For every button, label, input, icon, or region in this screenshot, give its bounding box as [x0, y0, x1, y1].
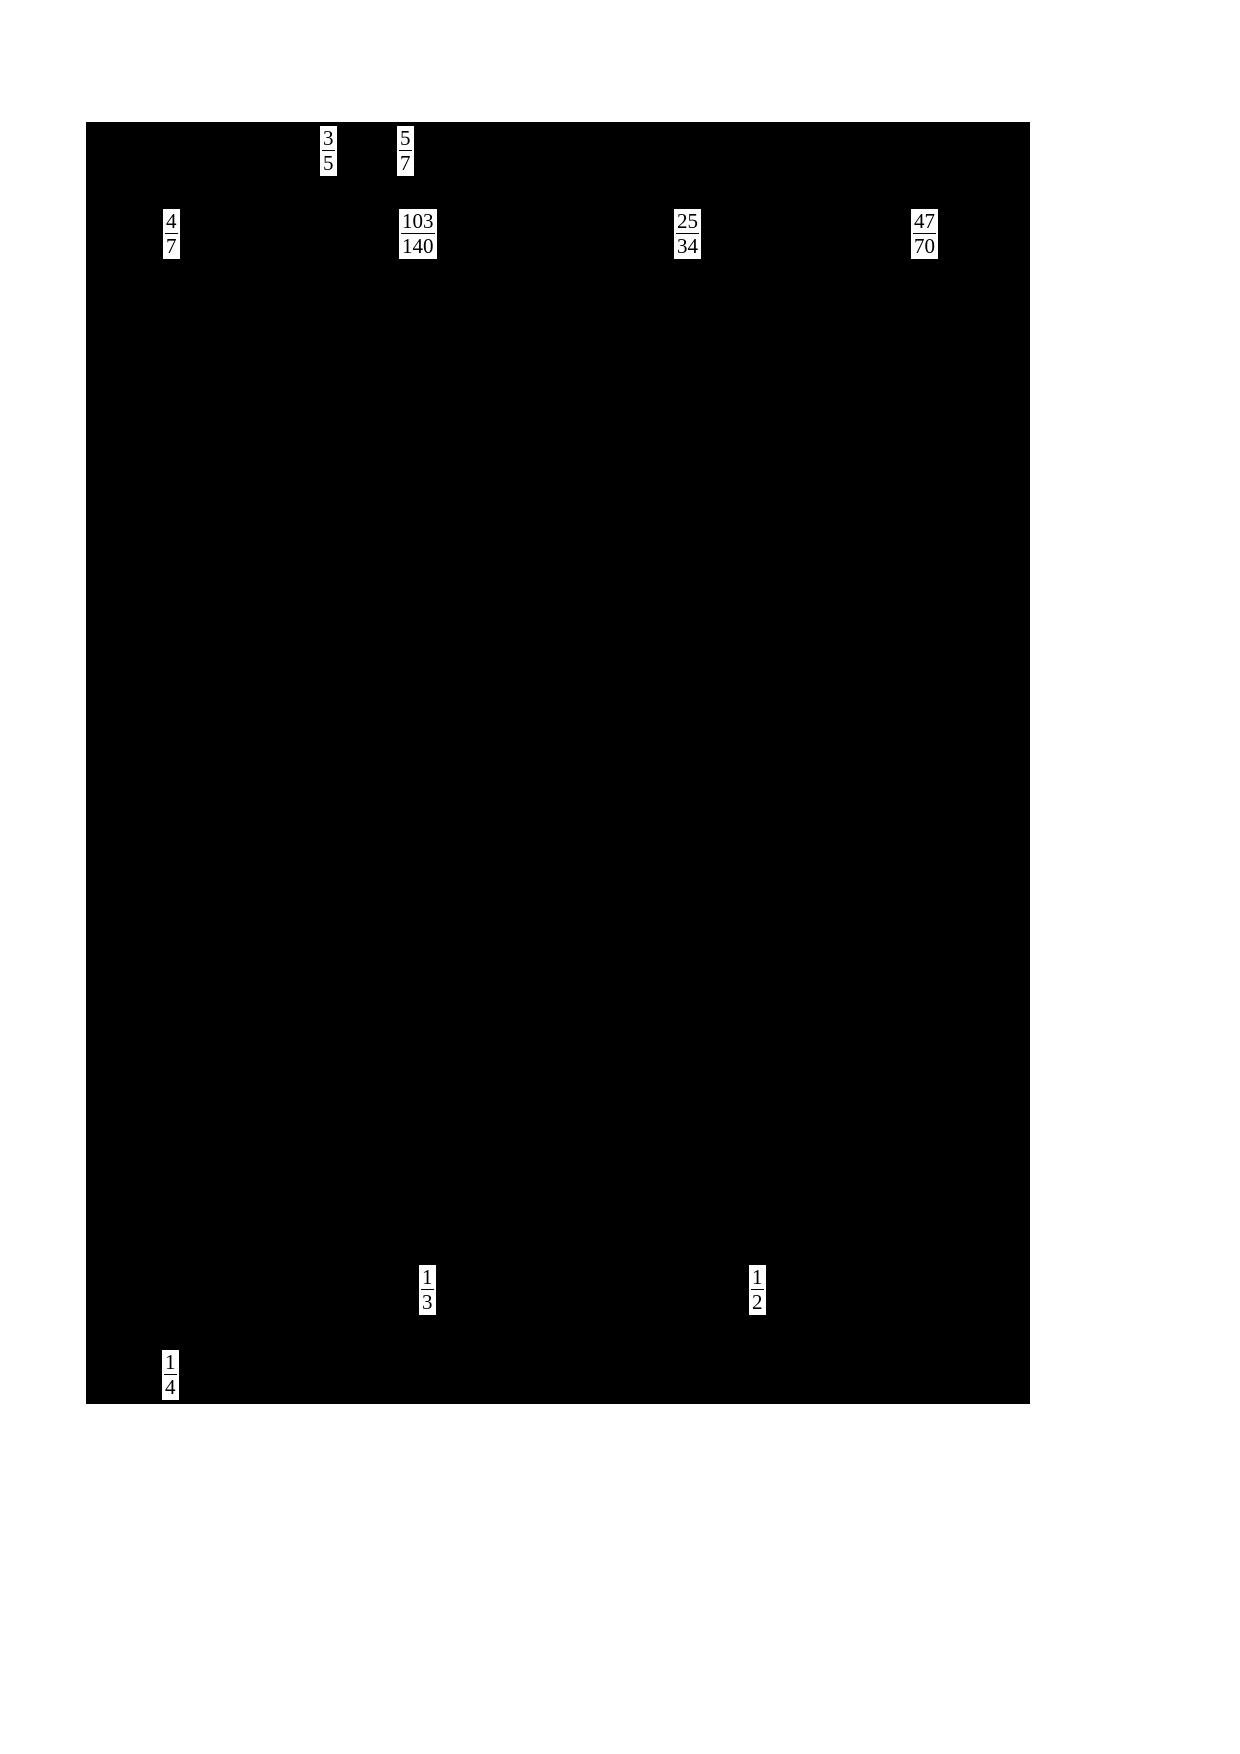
fraction-denominator: 34: [677, 234, 698, 259]
fraction-103-140: [399, 209, 437, 259]
fraction-numerator: 3: [323, 126, 334, 150]
fraction-numerator: 1: [422, 1265, 433, 1289]
fraction-5-7: [397, 126, 414, 176]
fraction-numerator: 1: [752, 1265, 763, 1289]
fraction-denominator: 3: [422, 1290, 433, 1315]
fraction-25-34: [674, 209, 701, 259]
fraction-47-70: [911, 209, 938, 259]
fraction-numerator: 1: [165, 1350, 176, 1374]
fraction-denominator: 7: [400, 151, 411, 176]
fraction-numerator: 25: [677, 209, 698, 233]
fraction-1-4: [162, 1350, 179, 1400]
fraction-denominator: 5: [323, 151, 334, 176]
fraction-1-3: [419, 1265, 436, 1315]
fraction-numerator: 5: [400, 126, 411, 150]
redacted-content-block: [86, 122, 1030, 1404]
fraction-denominator: 2: [752, 1290, 763, 1315]
fraction-denominator: 4: [165, 1375, 176, 1400]
fraction-numerator: 103: [402, 209, 434, 233]
fraction-denominator: 140: [402, 234, 434, 259]
fraction-denominator: 70: [914, 234, 935, 259]
fraction-1-2: [749, 1265, 766, 1315]
fraction-denominator: 7: [166, 234, 177, 259]
fraction-4-7: [163, 209, 180, 259]
fraction-3-5: [320, 126, 337, 176]
fraction-numerator: 47: [914, 209, 935, 233]
fraction-numerator: 4: [166, 209, 177, 233]
